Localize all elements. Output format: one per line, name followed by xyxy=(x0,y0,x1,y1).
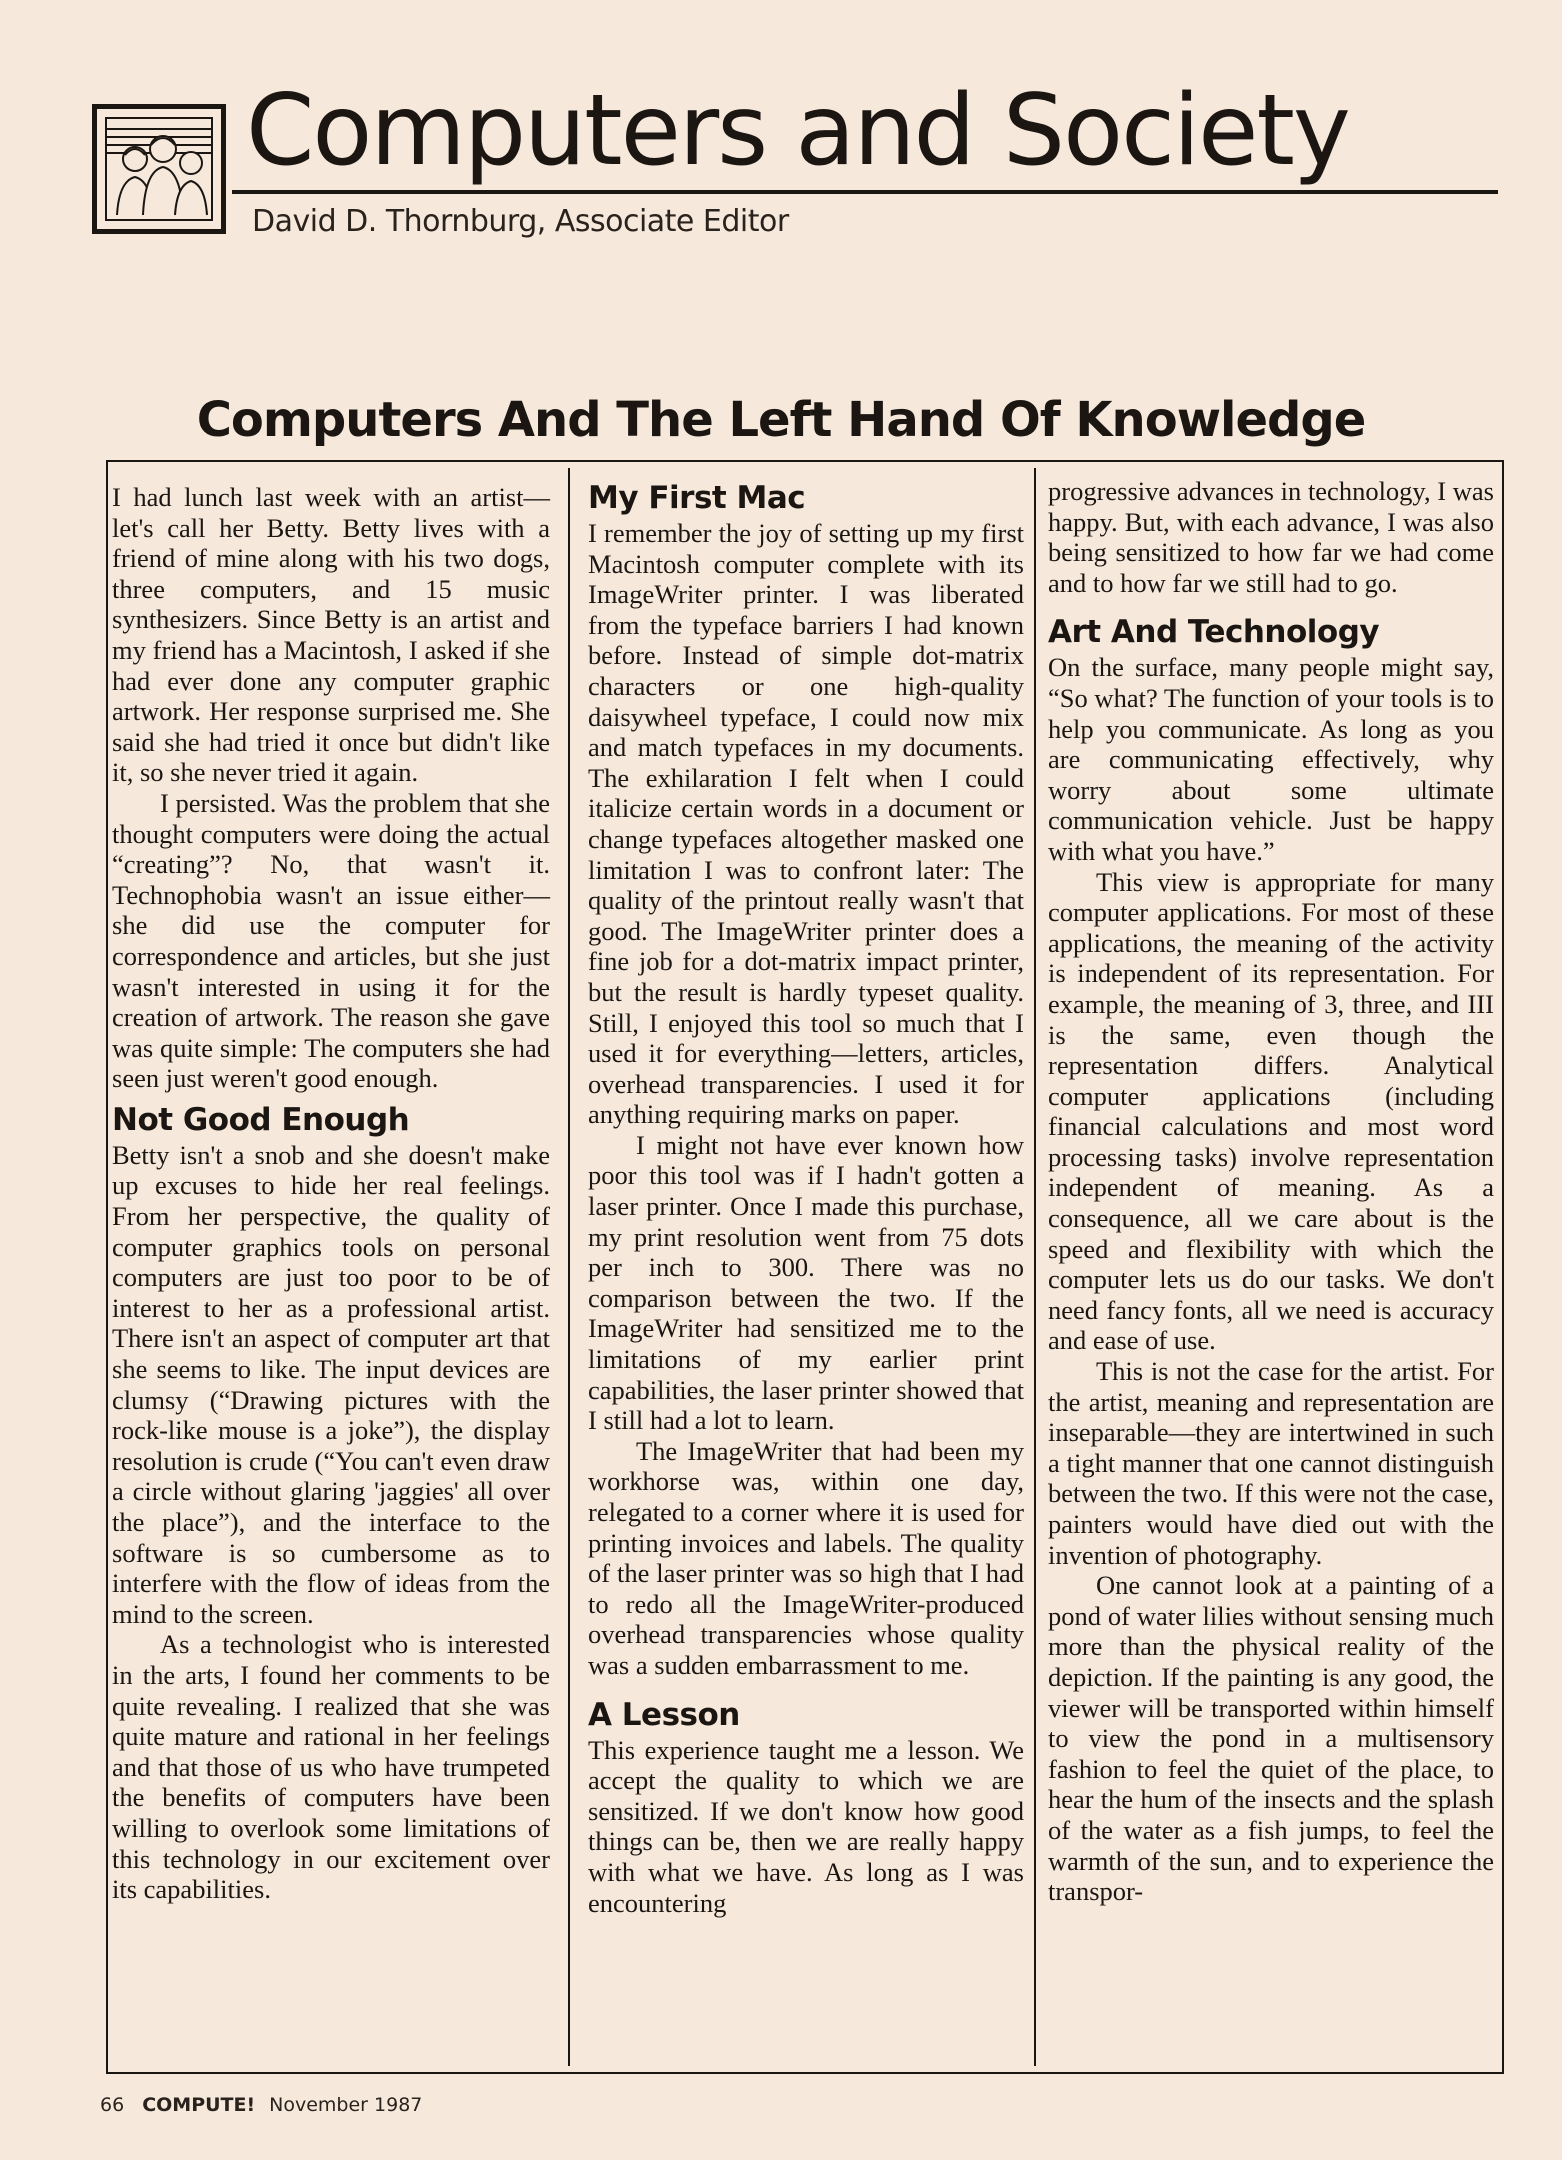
byline: David D. Thornburg, Associate Editor xyxy=(252,204,789,239)
family-portrait-icon xyxy=(92,104,226,234)
column-3 xyxy=(1048,476,1494,2062)
title-rule xyxy=(232,190,1498,194)
paragraph: On the surface, many people might say, “So what? The function of your tools is to help you communicate. As long as you are communicating effectively, why worry about some ultimate communication vehicle. Just be happy with what you have.” xyxy=(1048,652,1494,866)
paragraph: I had lunch last week with an artist—let's call her Betty. Betty lives with a friend of mine along with his two dogs, three computers, and 15 music synthesizers. Since Betty is an artist and my friend has a Macintosh, I asked if she had ever done any computer graphic artwork. Her response surprised me. She said she had tried it once but didn't like it, so she never tried it again. xyxy=(112,482,550,788)
paragraph: progressive advances in technology, I was happy. But, with each advance, I was also being sensitized to how far we had come and to how far we still had to go. xyxy=(1048,476,1494,598)
column-divider xyxy=(1034,468,1036,2066)
paragraph: I persisted. Was the problem that she thought computers were doing the actual “creating”? No, that wasn't it. Technophobia wasn't an issue either—she did use the computer for correspondence and articles, but she just wasn't interested in using it for the creation of artwork. The reason she gave was quite simple: The computers she had seen just weren't good enough. xyxy=(112,787,550,1094)
issue-date: November 1987 xyxy=(269,2094,423,2116)
section-heading: Not Good Enough xyxy=(112,1101,410,1138)
paragraph: This experience taught me a lesson. We accept the quality to which we are sensitized. If we don't know how good things can be, then we are really happy with what we have. As long as I was encountering xyxy=(588,1734,1024,1918)
section-heading: My First Mac xyxy=(588,480,806,516)
paragraph: The ImageWriter that had been my workhorse was, within one day, relegated to a corner where it is used for printing invoices and labels. The quality of the laser printer was so high that I had to redo all the ImageWriter-produced overhead transparencies whose quality was a sudden embarrassment to me. xyxy=(588,1435,1024,1680)
page-number: 66 xyxy=(100,2094,125,2116)
paragraph: As a technologist who is interested in the arts, I found her comments to be quite revealing. I realized that she was quite mature and rational in her feelings and that those of us who have trumpeted the benefits of computers have been willing to overlook some limitations of this technology in our excitement over its capabilities. xyxy=(112,1629,550,1905)
magazine-name: COMPUTE! xyxy=(142,2094,256,2116)
paragraph: I remember the joy of setting up my first Macintosh computer complete with its ImageWriter printer. I was liberated from the typeface barriers I had known before. Instead of simple dot-matrix characters or one high-quality daisywheel typeface, I could now mix and match typefaces in my documents. The exhilaration I felt when I could italicize certain words in a document or change typefaces altogether masked one limitation I was to confront later: The quality of the printout really wasn't that good. The ImageWriter printer does a fine job for a dot-matrix impact printer, but the result is hardly typeset quality. Still, I enjoyed this tool so much that I used it for everything—letters, articles, overhead transparencies. I used it for anything requiring marks on paper. xyxy=(588,518,1024,1130)
column-2 xyxy=(588,480,1024,2062)
family-figures-drawing xyxy=(107,119,213,219)
paragraph: This view is appropriate for many computer applications. For most of these applications, the meaning of the activity is independent of its representation. For example, the meaning of 3, three, and III is the same, even though the representation differs. Analytical computer applications (including financial calculations and most word processing tasks) involve representation independent of meaning. As a consequence, all we care about is the speed and flexibility with which the computer lets us do our tasks. We don't need fancy fonts, all we need is accuracy and ease of use. xyxy=(1048,866,1494,1356)
page-footer xyxy=(100,2094,422,2116)
column-divider xyxy=(568,468,570,2066)
paragraph: I might not have ever known how poor this tool was if I hadn't gotten a laser printer. Once I made this purchase, my print resolution went from 75 dots per inch to 300. There was no comparison between the two. If the ImageWriter had sensitized me to the limitations of my earlier print capabilities, the laser printer showed that I still had a lot to learn. xyxy=(588,1129,1024,1436)
paragraph: One cannot look at a painting of a pond of water lilies without sensing much more than the physical reality of the depiction. If the painting is any good, the viewer will be transported within himself to view the pond in a multisensory fashion to feel the quiet of the place, to hear the hum of the insects and the splash of the water as a fish jumps, to feel the warmth of the sun, and to experience the transpor- xyxy=(1048,1570,1494,1907)
section-heading: Art And Technology xyxy=(1048,614,1380,651)
paragraph: Betty isn't a snob and she doesn't make up excuses to hide her real feelings. From her perspective, the quality of computer graphics tools on personal computers are just too poor to be of interest to her as a professional artist. There isn't an aspect of computer art that she seems to like. The input devices are clumsy (“Drawing pictures with the rock-like mouse is a joke”), the display resolution is crude (“You can't even draw a circle without glaring 'jaggies' all over the place”), and the interface to the software is so cumbersome as to interfere with the flow of ideas from the mind to the screen. xyxy=(112,1139,550,1629)
section-heading: A Lesson xyxy=(588,1696,740,1733)
column-title: Computers and Society xyxy=(246,74,1349,188)
article-title: Computers And The Left Hand Of Knowledge xyxy=(196,392,1366,448)
article-frame xyxy=(106,460,1504,2074)
column-1 xyxy=(112,482,550,2062)
paragraph: This is not the case for the artist. For the artist, meaning and representation are inseparable—they are intertwined in such a tight manner that one cannot distinguish between the two. If this were not the case, painters would have died out with the invention of photography. xyxy=(1048,1356,1494,1570)
